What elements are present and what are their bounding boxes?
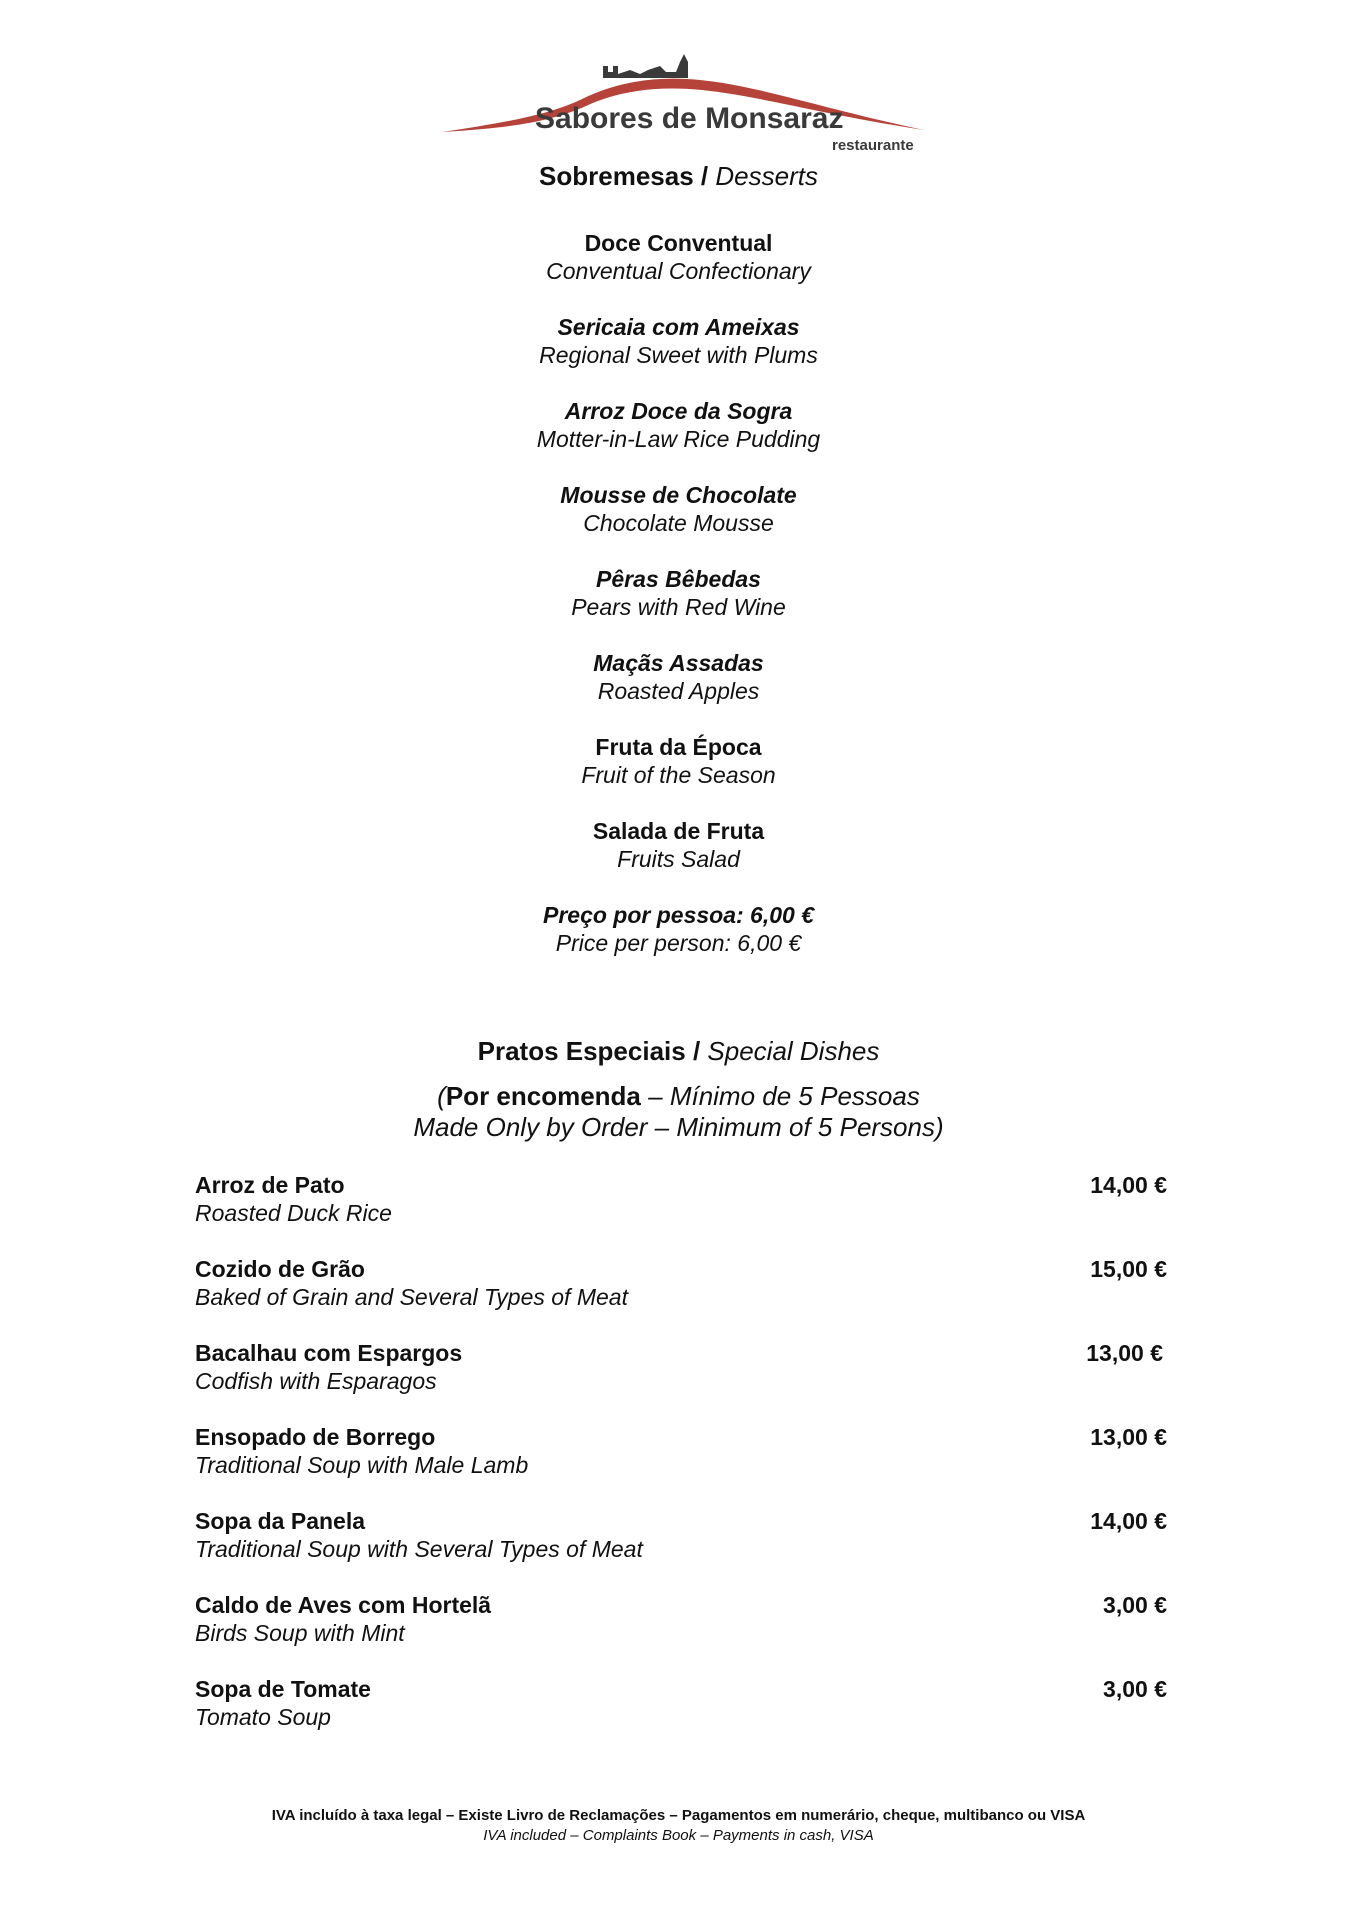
dessert-name-en: Roasted Apples bbox=[597, 678, 760, 704]
dessert-item bbox=[0, 733, 1357, 817]
dessert-name-en: Conventual Confectionary bbox=[546, 258, 811, 284]
dessert-name-pt: Fruta da Época bbox=[595, 734, 762, 760]
dish-item bbox=[195, 1423, 1167, 1507]
dessert-name-pt: Arroz Doce da Sogra bbox=[564, 398, 793, 424]
dish-item bbox=[195, 1255, 1167, 1339]
dessert-name-pt: Sericaia com Ameixas bbox=[557, 314, 800, 340]
dessert-item bbox=[0, 229, 1357, 313]
dish-name-en: Baked of Grain and Several Types of Meat bbox=[195, 1284, 628, 1310]
dessert-name-pt: Salada de Fruta bbox=[592, 818, 765, 844]
dessert-price-pt: Preço por pessoa: 6,00 € bbox=[542, 902, 814, 928]
footer-en: IVA included – Complaints Book – Payments in cash, VISA bbox=[483, 1827, 874, 1844]
specials-title-pt: Pratos Especiais / bbox=[477, 1036, 701, 1066]
desserts-list bbox=[0, 229, 1357, 958]
dish-price: 3,00 € bbox=[1103, 1676, 1167, 1702]
dish-item bbox=[195, 1591, 1167, 1675]
dessert-name-pt: Doce Conventual bbox=[584, 230, 773, 256]
desserts-title bbox=[0, 161, 1357, 192]
logo-name: Sabores de Monsaraz bbox=[535, 102, 844, 135]
dish-name-en: Birds Soup with Mint bbox=[195, 1620, 405, 1646]
dessert-name-en: Regional Sweet with Plums bbox=[539, 342, 818, 368]
dish-price: 14,00 € bbox=[1090, 1172, 1167, 1198]
dessert-name-pt: Pêras Bêbedas bbox=[596, 566, 761, 592]
order-note-rest: – Mínimo de 5 Pessoas bbox=[640, 1081, 920, 1111]
restaurant-logo bbox=[440, 52, 924, 158]
dish-name-pt: Arroz de Pato bbox=[195, 1172, 345, 1198]
dessert-name-en: Fruit of the Season bbox=[581, 762, 776, 788]
order-note-paren: ( bbox=[437, 1081, 446, 1111]
castle-silhouette-icon bbox=[603, 54, 688, 78]
dish-name-pt: Sopa da Panela bbox=[195, 1508, 366, 1534]
dessert-name-en: Motter-in-Law Rice Pudding bbox=[536, 426, 821, 452]
desserts-title-pt: Sobremesas / bbox=[539, 161, 709, 191]
dish-item bbox=[195, 1507, 1167, 1591]
specials-list bbox=[195, 1171, 1167, 1759]
dish-name-pt: Ensopado de Borrego bbox=[195, 1424, 436, 1450]
dish-price: 14,00 € bbox=[1090, 1508, 1167, 1534]
dish-price: 3,00 € bbox=[1103, 1592, 1167, 1618]
dish-name-en: Traditional Soup with Several Types of Meat bbox=[195, 1536, 643, 1562]
order-note-bold: Por encomenda bbox=[445, 1081, 641, 1111]
footer bbox=[0, 1806, 1357, 1846]
dessert-name-pt: Maçãs Assadas bbox=[593, 650, 764, 676]
dish-item bbox=[195, 1675, 1167, 1759]
dessert-item bbox=[0, 313, 1357, 397]
footer-pt: IVA incluído à taxa legal – Existe Livro de Reclamações – Pagamentos em numerário, cheque, multibanco ou VISA bbox=[271, 1807, 1086, 1824]
dish-item bbox=[195, 1171, 1167, 1255]
dish-name-en: Tomato Soup bbox=[195, 1704, 331, 1730]
desserts-title-en: Desserts bbox=[715, 161, 818, 191]
dish-price: 13,00 € bbox=[1090, 1424, 1167, 1450]
dessert-name-en: Fruits Salad bbox=[617, 846, 740, 872]
dish-name-pt: Caldo de Aves com Hortelã bbox=[195, 1592, 492, 1618]
dish-name-pt: Bacalhau com Espargos bbox=[195, 1340, 463, 1366]
specials-title-en: Special Dishes bbox=[707, 1036, 880, 1066]
order-note-line1 bbox=[0, 1081, 1357, 1112]
dish-name-en: Codfish with Esparagos bbox=[195, 1368, 437, 1394]
dessert-item bbox=[0, 481, 1357, 565]
dessert-item bbox=[0, 649, 1357, 733]
order-note-line2: Made Only by Order – Minimum of 5 Persons) bbox=[413, 1112, 944, 1142]
dessert-name-en: Chocolate Mousse bbox=[583, 510, 774, 536]
dish-name-en: Traditional Soup with Male Lamb bbox=[195, 1452, 529, 1478]
dish-price: 15,00 € bbox=[1090, 1256, 1167, 1282]
dish-item bbox=[195, 1339, 1167, 1423]
dish-name-pt: Cozido de Grão bbox=[195, 1256, 365, 1282]
logo-subtitle: restaurante bbox=[832, 137, 914, 154]
dessert-item bbox=[0, 565, 1357, 649]
specials-title bbox=[0, 1036, 1357, 1067]
dessert-name-pt: Mousse de Chocolate bbox=[560, 482, 797, 508]
dessert-price-en: Price per person: 6,00 € bbox=[555, 930, 802, 956]
dish-price: 13,00 € bbox=[1086, 1340, 1163, 1366]
dessert-price bbox=[0, 901, 1357, 958]
dessert-item bbox=[0, 397, 1357, 481]
dish-name-en: Roasted Duck Rice bbox=[195, 1200, 392, 1226]
dish-name-pt: Sopa de Tomate bbox=[195, 1676, 371, 1702]
dessert-name-en: Pears with Red Wine bbox=[571, 594, 786, 620]
logo-graphic bbox=[440, 52, 924, 158]
dessert-item bbox=[0, 817, 1357, 901]
order-note bbox=[0, 1081, 1357, 1143]
